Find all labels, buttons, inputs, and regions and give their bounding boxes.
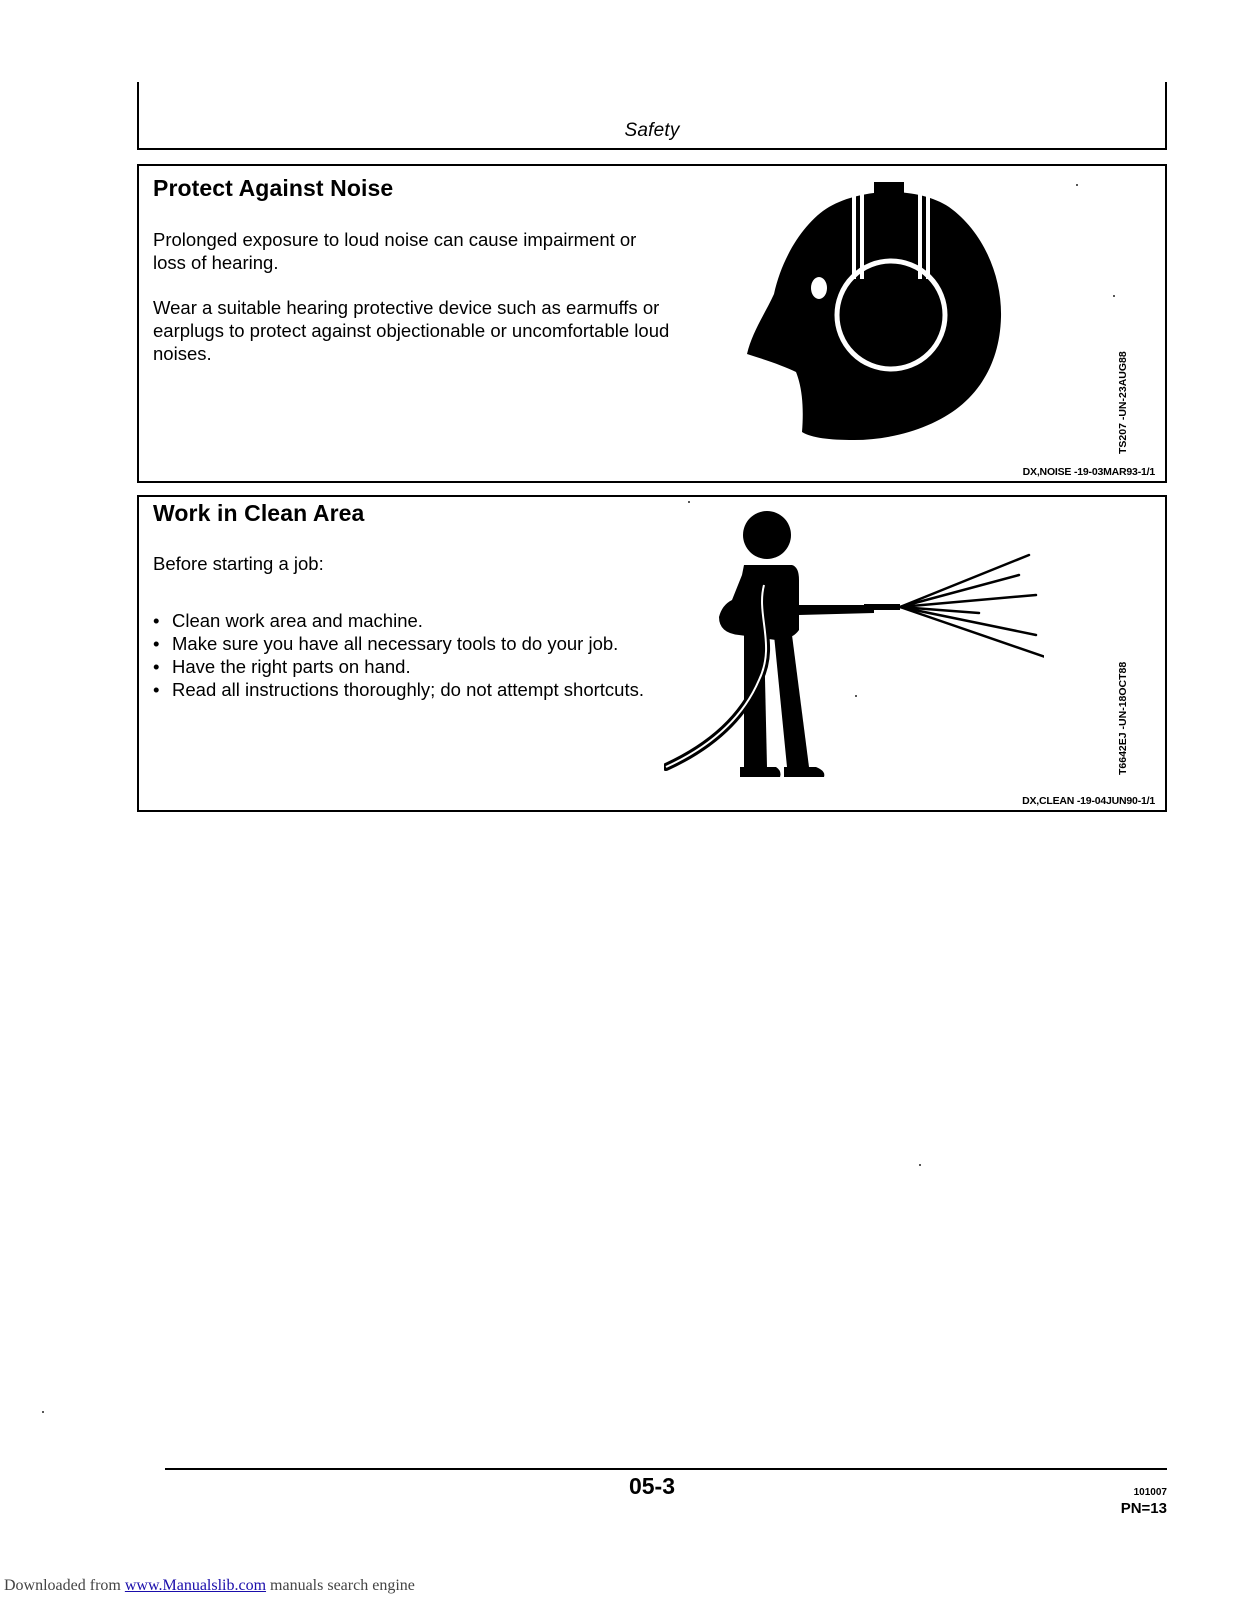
footer-rule xyxy=(165,1468,1167,1470)
scan-speck xyxy=(919,1164,921,1166)
header-frame-bottom xyxy=(137,148,1167,150)
scan-speck xyxy=(1113,295,1115,297)
clean-area-safety-box xyxy=(137,495,1167,812)
scan-speck xyxy=(42,1411,44,1413)
noise-figure-code: TS207 -UN-23AUG88 xyxy=(1117,351,1129,454)
clean-checklist xyxy=(153,609,644,701)
scan-speck xyxy=(855,695,857,697)
noise-paragraph-2: Wear a suitable hearing protective device such as earmuffs or earplugs to protect against objectionable or uncomfortable loud noises. xyxy=(153,297,670,364)
scan-speck xyxy=(1076,184,1078,186)
noise-paragraph-1: Prolonged exposure to loud noise can cause impairment or loss of hearing. xyxy=(153,229,637,273)
list-item: • Read all instructions thoroughly; do not attempt shortcuts. xyxy=(153,678,644,701)
noise-reference-code: DX,NOISE -19-03MAR93-1/1 xyxy=(1022,466,1155,478)
clean-reference-code: DX,CLEAN -19-04JUN90-1/1 xyxy=(1022,795,1155,807)
page-number: 05-3 xyxy=(628,1473,676,1499)
clean-section-title: Work in Clean Area xyxy=(153,500,365,526)
download-suffix: manuals search engine xyxy=(266,1577,415,1594)
hearing-protection-icon xyxy=(744,182,1009,447)
clean-figure-code: T6642EJ -UN-18OCT88 xyxy=(1117,661,1129,775)
pn-number: PN=13 xyxy=(1120,1500,1167,1517)
list-item: • Make sure you have all necessary tools to do your job. xyxy=(153,632,644,655)
pressure-washer-person-icon xyxy=(664,505,1044,780)
noise-section-title: Protect Against Noise xyxy=(153,175,394,201)
manualslib-link[interactable]: www.Manualslib.com xyxy=(124,1577,267,1594)
document-number: 101007 xyxy=(1133,1487,1167,1498)
page-section-title: Safety xyxy=(624,120,680,141)
clean-intro: Before starting a job: xyxy=(153,553,324,574)
download-prefix: Downloaded from xyxy=(4,1577,125,1594)
scan-speck xyxy=(688,501,690,503)
download-notice xyxy=(4,1577,415,1595)
list-item: • Have the right parts on hand. xyxy=(153,655,644,678)
list-item: • Clean work area and machine. xyxy=(153,609,644,632)
noise-safety-box xyxy=(137,164,1167,483)
